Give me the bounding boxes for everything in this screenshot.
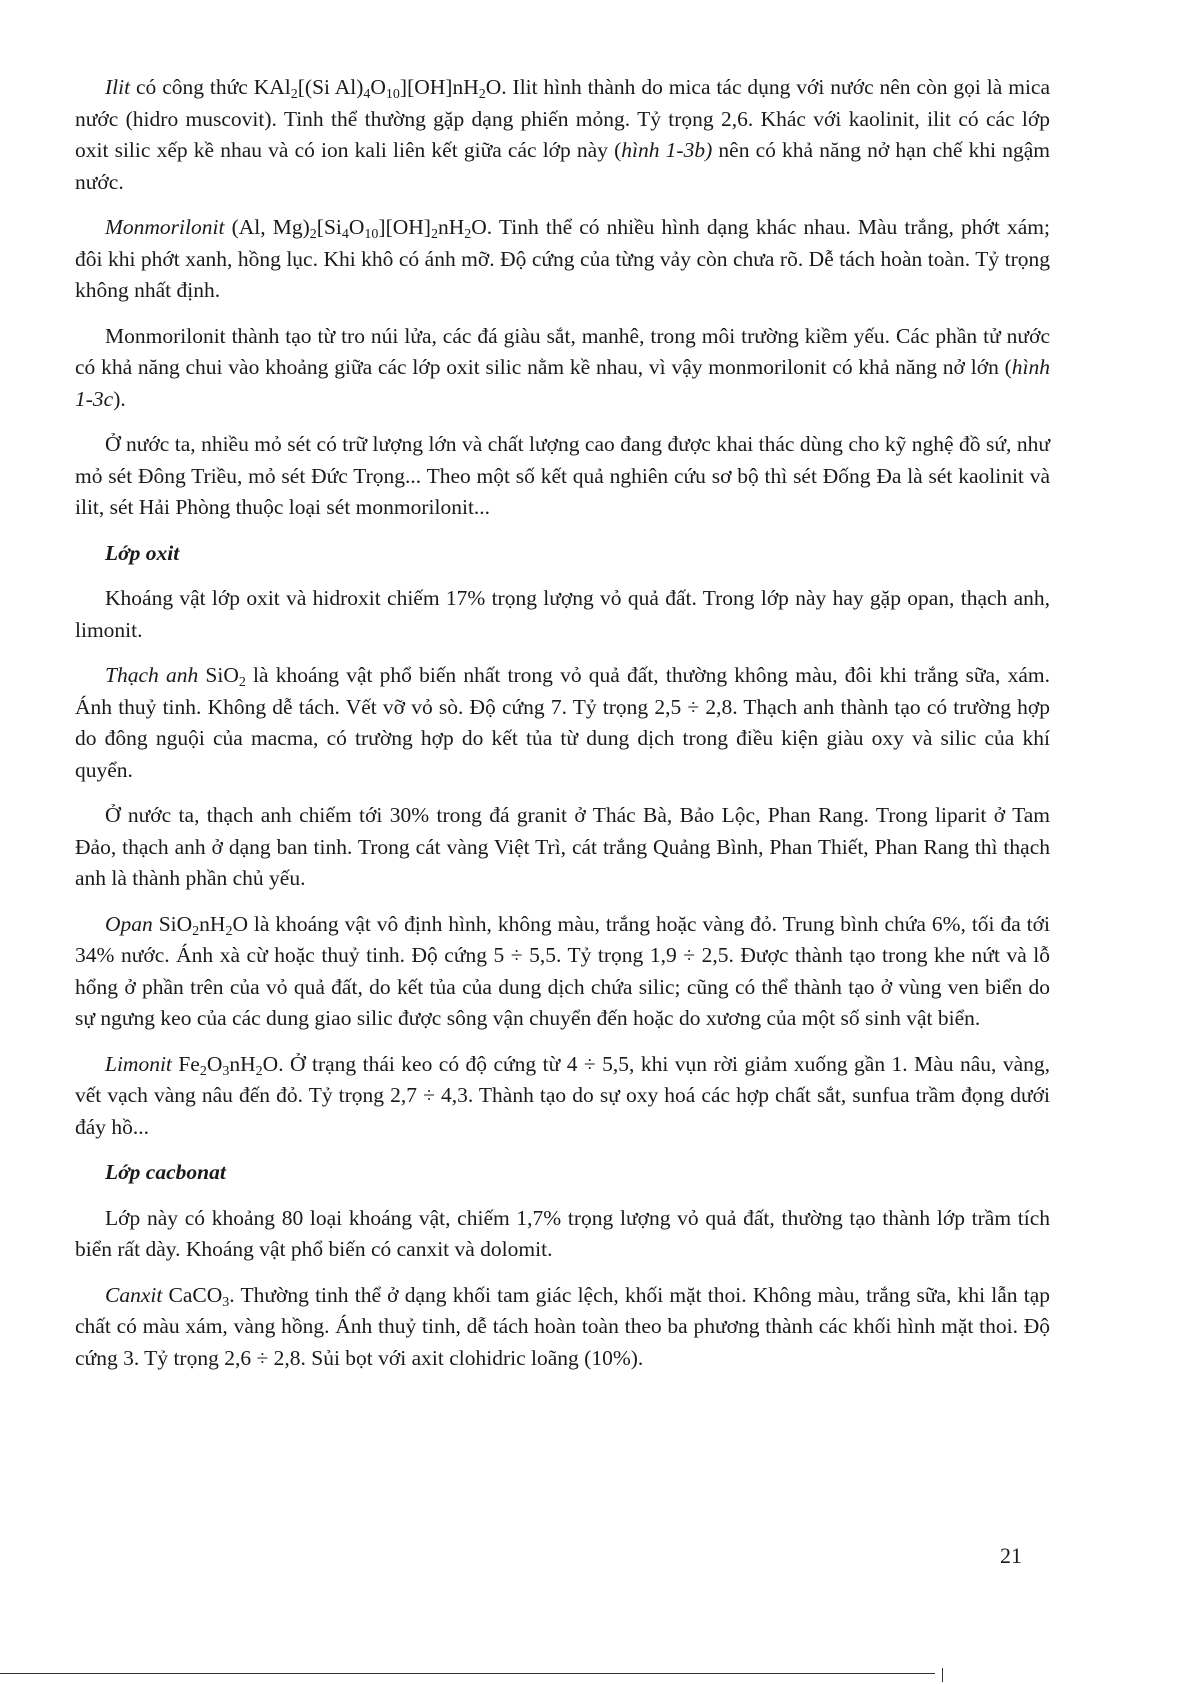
paragraph-oxide-intro: Khoáng vật lớp oxit và hidroxit chiếm 17% trọng lượng vỏ quả đất. Trong lớp này hay gặp opan, thạch anh, limonit. xyxy=(75,586,1050,642)
paragraph-carbonate-intro: Lớp này có khoảng 80 loại khoáng vật, chiếm 1,7% trọng lượng vỏ quả đất, thường tạo thành lớp trầm tích biển rất dày. Khoáng vật phổ biến có canxit và dolomit. xyxy=(75,1205,1050,1261)
paragraph-vietnam-clay: Ở nước ta, nhiều mỏ sét có trữ lượng lớn và chất lượng cao đang được khai thác dùng cho kỹ nghệ đồ sứ, như mỏ sét Đông Triều, mỏ sét Đức Trọng... Theo một số kết quả nghiên cứu sơ bộ thì sét Đống Đa là sét kaolinit và ilit, sét Hải Phòng thuộc loại sét monmorilonit... xyxy=(75,432,1050,519)
paragraph-opan: Opan $SiO_2nH_2O$ là khoáng vật vô định hình, không màu, trắng hoặc vàng đỏ. Trung bình chứa 6%, tối đa tới 34% nước. Ánh xà cừ hoặc thuỷ tinh. Độ cứng 5 ÷ 5,5. Tỷ trọng 1,9 ÷ 2,5. Được thành tạo trong khe nứt và lỗ hổng ở phần trên của vỏ quả đất, do kết tủa của dung dịch chứa silic; cũng có thể thành tạo ở vùng ven biển do sự ngưng keo của các dung giao silic được sông vận chuyển đến hoặc do xương của một số sinh vật biển. xyxy=(75,911,1050,1030)
heading-oxide-class: Lớp oxit xyxy=(105,540,180,565)
term-limonit: Limonit xyxy=(105,1051,172,1076)
paragraph-monmorilonit-formation: Monmorilonit thành tạo từ tro núi lửa, các đá giàu sắt, manhê, trong môi trường kiềm yếu. Các phần tử nước có khả năng chui vào khoảng giữa các lớp oxit silic nằm kề nhau, vì vậy monmorilonit có khả năng nở lớn (hình 1-3c). xyxy=(75,323,1050,411)
page-number: 21 xyxy=(1000,1543,1022,1568)
paragraph-thach-anh-vietnam: Ở nước ta, thạch anh chiếm tới 30% trong đá granit ở Thác Bà, Bảo Lộc, Phan Rang. Trong liparit ở Tam Đảo, thạch anh ở dạng ban tinh. Trong cát vàng Việt Trì, cát trắng Quảng Bình, Phan Thiết, Phan Rang thì thạch anh là thành phần chủ yếu. xyxy=(75,803,1050,890)
figure-ref: hình 1-3b) xyxy=(621,138,713,162)
term-monmorilonit: Monmorilonit xyxy=(105,215,225,239)
paragraph-monmorilonit: Monmorilonit (Al, $Mg)_2[Si_4O_{10}][OH]_2nH_2O$. Tinh thể có nhiều hình dạng khác nhau. Màu trắng, phớt xám; đôi khi phớt xanh, hồng lục. Khi khô có ánh mỡ. Độ cứng của từng vảy còn chưa rõ. Dễ tách hoàn toàn. Tỷ trọng không nhất định. xyxy=(75,215,1050,302)
paragraph-ilit: Ilit có công thức KAl$_2$[(Si $Al)_4O_{10}][OH]nH_2O$. Ilit hình thành do mica tác dụng với nước nên còn gọi là mica nước (hidro muscovit). Tinh thể thường gặp dạng phiến mỏng. Tỷ trọng 2,6. Khác với kaolinit, ilit có các lớp oxit silic xếp kề nhau và có ion kali liên kết giữa các lớp này (hình 1-3b) nên có khả năng nở hạn chế khi ngậm nước. xyxy=(75,75,1050,194)
term-canxit: Canxit xyxy=(105,1282,163,1307)
bottom-tick xyxy=(942,1668,943,1682)
paragraph-thach-anh: Thạch anh SiO$_2$ là khoáng vật phổ biến nhất trong vỏ quả đất, thường không màu, đôi khi trắng sữa, xám. Ánh thuỷ tinh. Không dễ tách. Vết vỡ vỏ sò. Độ cứng 7. Tỷ trọng 2,5 ÷ 2,8. Thạch anh thành tạo có trường hợp do đông nguội của macma, có trường hợp do kết tủa từ dung dịch trong điều kiện giàu oxy và silic của khí quyển. xyxy=(75,663,1051,782)
figure-ref: hình 1-3c xyxy=(75,355,1050,411)
term-thach-anh: Thạch anh xyxy=(105,663,199,687)
heading-carbonate-class: Lớp cacbonat xyxy=(105,1160,226,1184)
paragraph-limonit: Limonit $Fe_2O_3nH_2O$. Ở trạng thái keo có độ cứng từ 4 ÷ 5,5, khi vụn rời giảm xuống gần 1. Màu nâu, vàng, vết vạch vàng nâu đến đỏ. Tỷ trọng 2,7 ÷ 4,3. Thành tạo do sự oxy hoá các hợp chất sắt, sunfua trầm đọng dưới đáy hồ... xyxy=(75,1051,1050,1139)
term-ilit: Ilit xyxy=(105,75,131,99)
paragraph-canxit: Canxit CaCO$_3$. Thường tinh thể ở dạng khối tam giác lệch, khối mặt thoi. Không màu, trắng sữa, khi lẫn tạp chất có màu xám, vàng hồng. Ánh thuỷ tinh, dễ tách hoàn toàn theo ba phương thành các khối hình mặt thoi. Độ cứng 3. Tỷ trọng 2,6 ÷ 2,8. Sủi bọt với axit clohidric loãng (10%). xyxy=(75,1282,1051,1370)
page-body xyxy=(75,72,1050,1388)
bottom-rule xyxy=(0,1673,935,1674)
term-opan: Opan xyxy=(105,911,153,936)
